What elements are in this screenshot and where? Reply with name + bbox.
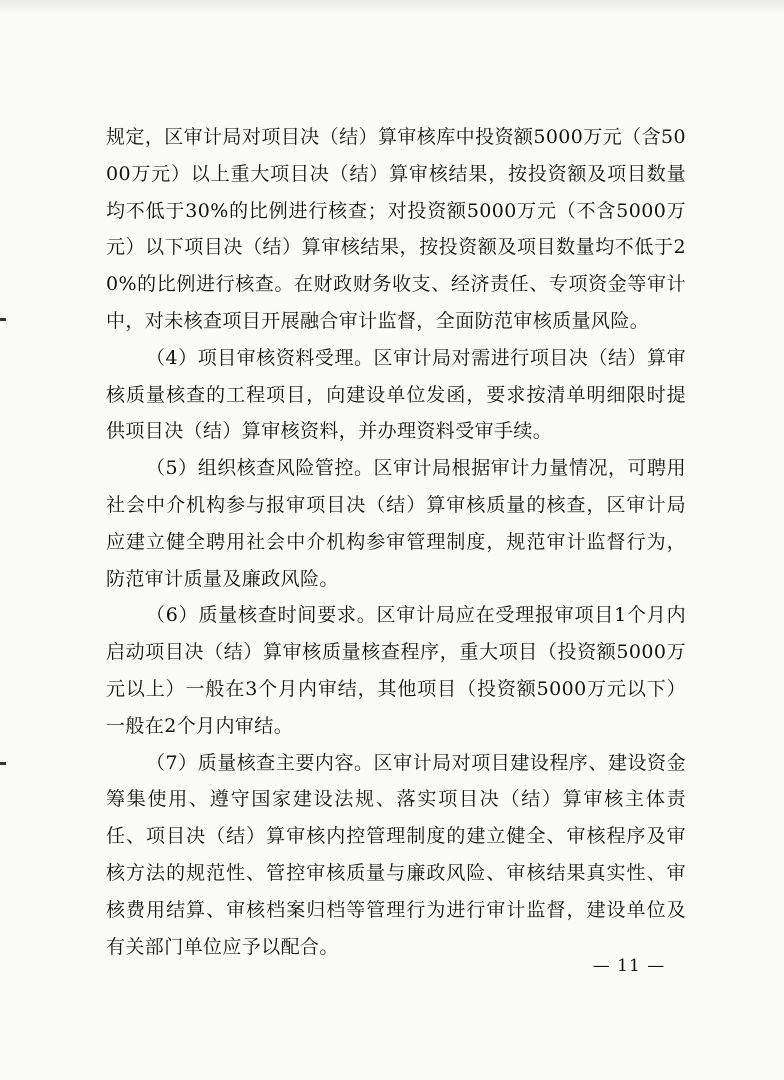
scan-edge-mark xyxy=(0,762,6,765)
scan-edge-mark xyxy=(0,318,6,321)
paragraph-continuation: 规定，区审计局对项目决（结）算审核库中投资额5000万元（含5000万元）以上重大项目决（结）算审核结果，按投资额及项目数量均不低于30%的比例进行核查；对投资额5000万元（不含5000万元）以下项目决（结）算审核结果，按投资额及项目数量均不低于20%的比例进行核查。在财政财务收支、经济责任、专项资金等审计中，对未核查项目开展融合审计监督，全面防范审核质量风险。 xyxy=(106,126,686,332)
paragraph-item-6: （6）质量核查时间要求。区审计局应在受理报审项目1个月内启动项目决（结）算审核质量核查程序，重大项目（投资额5000万元以上）一般在3个月内审结，其他项目（投资额5000万元以下）一般在2个月内审结。 xyxy=(106,604,686,737)
page-number: — 11 — xyxy=(592,956,666,976)
paragraph-item-5: （5）组织核查风险管控。区审计局根据审计力量情况，可聘用社会中介机构参与报审项目决（结）算审核质量的核查，区审计局应建立健全聘用社会中介机构参审管理制度，规范审计监督行为，防范审计质量及廉政风险。 xyxy=(106,457,686,590)
body-text xyxy=(106,119,686,965)
paragraph-item-4: （4）项目审核资料受理。区审计局对需进行项目决（结）算审核质量核查的工程项目，向建设单位发函，要求按清单明细限时提供项目决（结）算审核资料，并办理资料受审手续。 xyxy=(106,346,686,443)
paragraph-item-7: （7）质量核查主要内容。区审计局对项目建设程序、建设资金筹集使用、遵守国家建设法规、落实项目决（结）算审核主体责任、项目决（结）算审核内控管理制度的建立健全、审核程序及审核方法的规范性、管控审核质量与廉政风险、审核结果真实性、审核费用结算、审核档案归档等管理行为进行审计监督，建设单位及有关部门单位应予以配合。 xyxy=(106,751,686,958)
scan-top-edge xyxy=(0,0,784,14)
